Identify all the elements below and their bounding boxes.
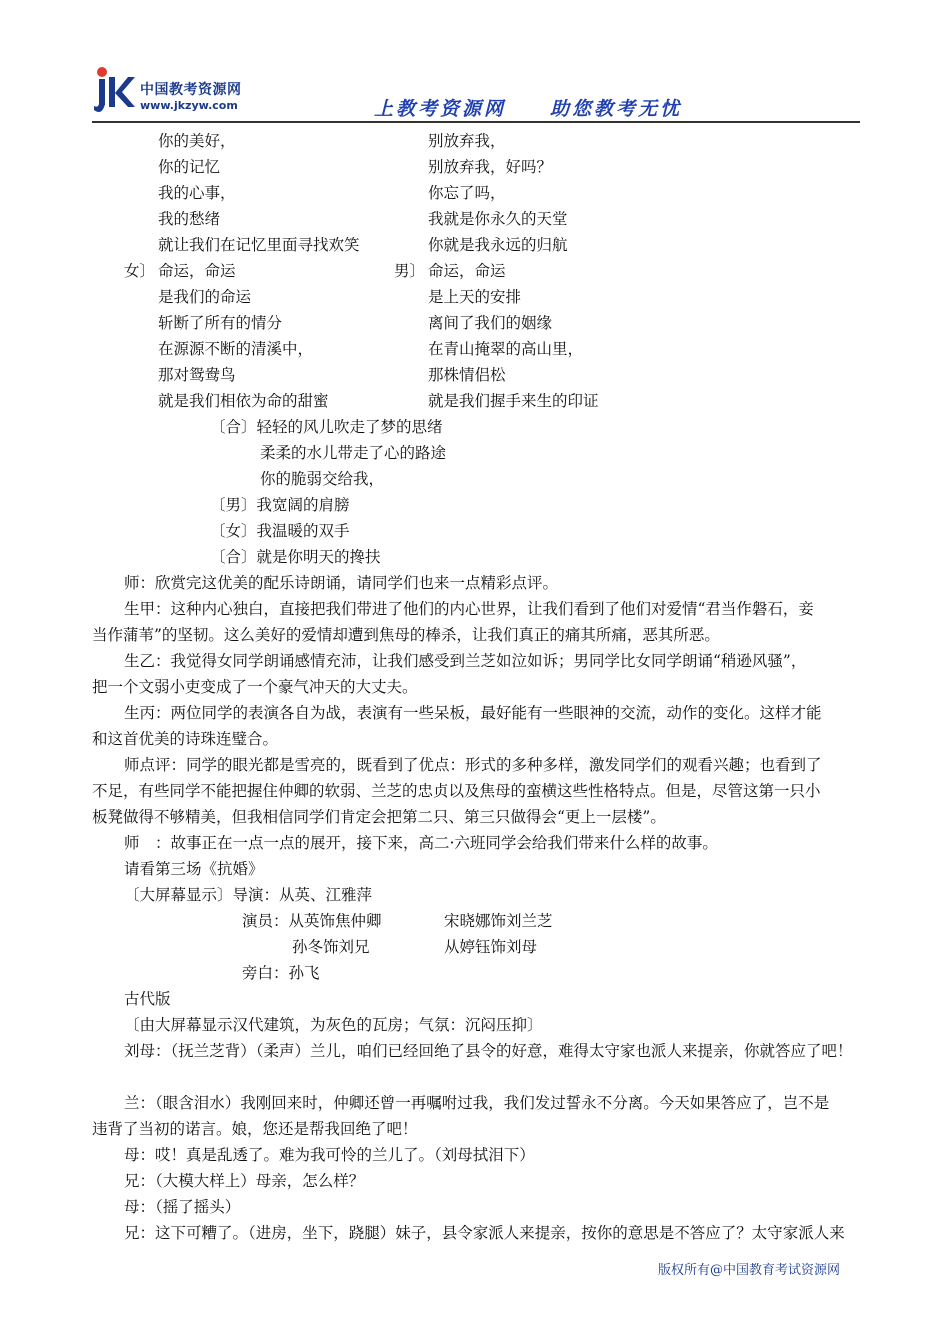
poem-right-line: 那株情侣松 (428, 366, 506, 384)
poem-right-line: 别放弃我，好吗？ (428, 158, 553, 176)
poem-left-line: 在源源不断的清溪中， (158, 340, 314, 358)
paragraph-line: 师点评：同学的眼光都是雪亮的，既看到了优点：形式的多种多样，激发同学们的观看兴趣；也看到了 (124, 756, 822, 774)
dialogue-line: 母：哎！真是乱透了。难为我可怜的兰儿了。（刘母拭泪下） (124, 1146, 535, 1164)
paragraph-line: 生乙：我觉得女同学朗诵感情充沛，让我们感受到兰芝如泣如诉；男同学比女同学朗诵“稍逊风骚”， (124, 652, 807, 670)
poem-left-line: 就让我们在记忆里面寻找欢笑 (158, 236, 360, 254)
dialogue-line: 兄：（大模大样上）母亲，怎么样？ (124, 1172, 365, 1190)
poem-left-line: 你的记忆 (158, 158, 221, 176)
paragraph-line: 把一个文弱小吏变成了一个豪气冲天的大丈夫。 (92, 678, 418, 696)
poem-right-line: 在青山掩翠的高山里， (428, 340, 584, 358)
paragraph-line: 师 ：故事正在一点一点的展开，接下来，高二·六班同学会给我们带来什么样的故事。 (124, 834, 718, 852)
section-intro: 请看第三场《抗婚》 (124, 860, 264, 878)
credits-cast: 演员：从英饰焦仲卿 (242, 912, 382, 930)
poem-left-line: 我的愁绪 (158, 210, 221, 228)
logo-url: www.jkzyw.com (140, 99, 238, 112)
chorus-line: 〔合〕轻轻的风儿吹走了梦的思绪 (210, 418, 443, 436)
chorus-line: 〔女〕我温暖的双手 (210, 522, 350, 540)
male-speaker-label: 男〕 (394, 262, 426, 280)
copyright-footer: 版权所有@中国教育考试资源网 (658, 1263, 841, 1278)
dialogue-line: 刘母：（抚兰芝背）（柔声）兰儿，咱们已经回绝了县令的好意，难得太守家也派人来提亲，你就答应了吧！ (124, 1042, 853, 1060)
dialogue-line: 母：（摇了摇头） (124, 1198, 241, 1216)
poem-right-line: 我就是你永久的天堂 (428, 210, 568, 228)
poem-right-line: 你就是我永远的归航 (428, 236, 568, 254)
paragraph-line: 当作蒲苇”的坚韧。这么美好的爱情却遭到焦母的棒杀，让我们真正的痛其所痛，恶其所恶。 (92, 626, 720, 644)
header-slogan: 上教考资源网 助您教考无忧 (374, 98, 683, 120)
poem-right-line: 就是我们握手来生的印证 (428, 392, 599, 410)
chorus-line: 柔柔的水儿带走了心的路途 (260, 444, 447, 462)
poem-left-line: 斩断了所有的情分 (158, 314, 283, 332)
poem-right-line: 是上天的安排 (428, 288, 522, 306)
credits-cast: 宋晓娜饰刘兰芝 (444, 912, 553, 930)
poem-right-line: 命运，命运 (428, 262, 506, 280)
poem-right-line: 离间了我们的姻缘 (428, 314, 553, 332)
chorus-line: 〔男〕我宽阔的肩膀 (210, 496, 350, 514)
credits-cast: 从婷钰饰刘母 (444, 938, 538, 956)
credits-cast: 孙冬饰刘兄 (292, 938, 370, 956)
poem-right-line: 别放弃我， (428, 132, 506, 150)
poem-left-line: 就是我们相依为命的甜蜜 (158, 392, 329, 410)
poem-left-line: 是我们的命运 (158, 288, 252, 306)
paragraph-line: 板凳做得不够精美，但我相信同学们肯定会把第二只、第三只做得会“更上一层楼”。 (92, 808, 666, 826)
poem-left-line: 你的美好， (158, 132, 236, 150)
logo-title: 中国教考资源网 (140, 82, 242, 98)
paragraph-line: 不足，有些同学不能把握住仲卿的软弱、兰芝的忠贞以及焦母的蛮横这些性格特点。但是，尽管这第一只小 (92, 782, 821, 800)
credits-narrator: 旁白：孙飞 (242, 964, 320, 982)
poem-left-line: 那对鸳鸯鸟 (158, 366, 236, 384)
dialogue-line: 违背了当初的诺言。娘，您还是帮我回绝了吧！ (92, 1120, 418, 1138)
version-label: 古代版 (124, 990, 171, 1008)
dialogue-line: 兄：这下可糟了。（进房，坐下，跷腿）妹子，县令家派人来提亲，按你的意思是不答应了？太守家派人来 (124, 1224, 845, 1242)
page-header (92, 66, 860, 124)
poem-left-line: 我的心事， (158, 184, 236, 202)
poem-right-line: 你忘了吗， (428, 184, 506, 202)
paragraph-line: 生丙：两位同学的表演各自为战，表演有一些呆板，最好能有一些眼神的交流，动作的变化。这样才能 (124, 704, 822, 722)
chorus-line: 〔合〕就是你明天的搀扶 (210, 548, 381, 566)
jk-logo-icon (92, 66, 136, 116)
female-speaker-label: 女〕 (124, 262, 156, 280)
poem-left-line: 命运，命运 (158, 262, 236, 280)
paragraph-line: 和这首优美的诗珠连璧合。 (92, 730, 279, 748)
credits-director: 〔大屏幕显示〕导演：从英、江雅萍 (124, 886, 373, 904)
stage-direction: 〔由大屏幕显示汉代建筑，为灰色的瓦房；气氛：沉闷压抑〕 (124, 1016, 543, 1034)
dialogue-line: 兰：（眼含泪水）我刚回来时，仲卿还曾一再嘱咐过我，我们发过誓永不分离。今天如果答应了，岂不是 (124, 1094, 830, 1112)
header-divider (92, 121, 860, 123)
paragraph-line: 师：欣赏完这优美的配乐诗朗诵，请同学们也来一点精彩点评。 (124, 574, 559, 592)
paragraph-line: 生甲：这种内心独白，直接把我们带进了他们的内心世界，让我们看到了他们对爱情“君当作磐石，妾 (124, 600, 814, 618)
chorus-line: 你的脆弱交给我， (260, 470, 385, 488)
